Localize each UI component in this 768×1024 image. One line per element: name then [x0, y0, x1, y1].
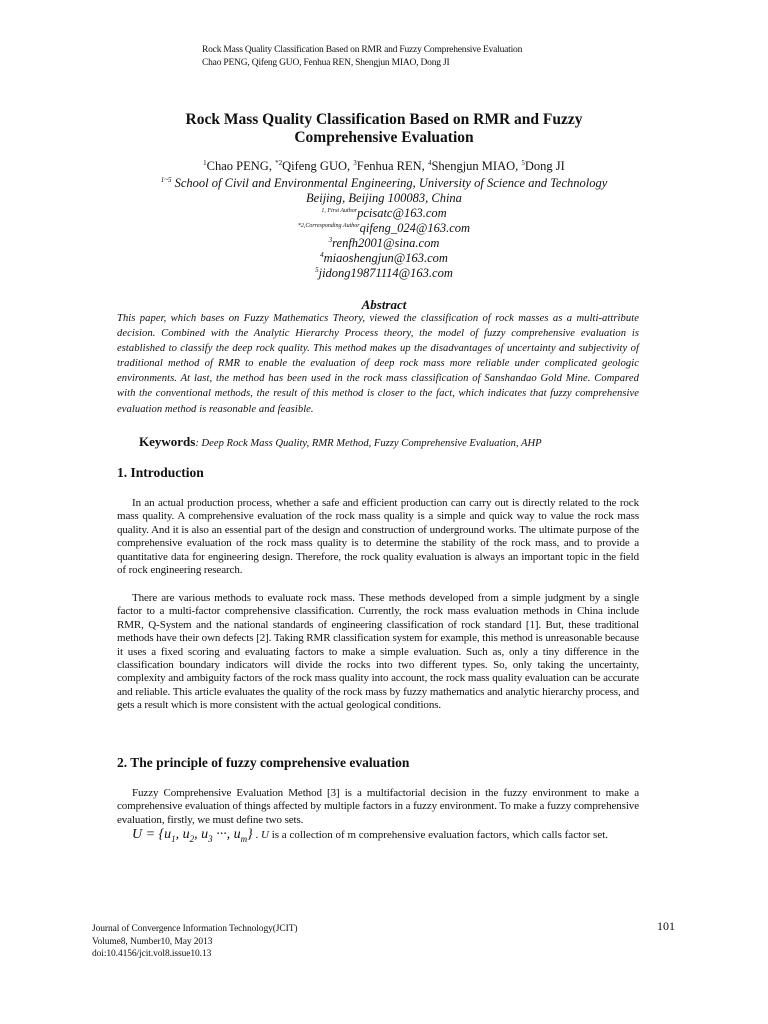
factor-set-formula: $U = \{u_1$, $u_2$, $u_3$ ···, $u_m$} — [132, 827, 253, 844]
email-address: pcisatc@163.com — [357, 206, 447, 220]
abstract-body: This paper, which bases on Fuzzy Mathematics Theory, viewed the classification of rock masses as a multi-attribute decision. Combined with the Analytic Hierarchy Process theory, the model of fuzzy comprehensive evaluation is established to classify the deep rock quality. This method makes up the disadvantages of uncertainty and subjectivity of traditional method of RMR to enable the evaluation of deep rock mass more reliable under complicated geologic environments. At last, the method has been used in the rock mass classification of Sanshandao Gold Mine. Compared with the conventional methods, the result of this method is closer to the fact, which indicates that fuzzy comprehensive evaluation method is reasonable and feasible. — [117, 313, 639, 415]
email-marker: 5 — [315, 266, 319, 274]
factor-set-definition: $U = \{u_1$, $u_2$, $u_3$ ···, $u_m$} . U is a collection of m comprehensive evaluation factors, which calls factor set. — [132, 827, 609, 844]
email-item — [100, 251, 668, 266]
author-2: Qifeng GUO, — [282, 159, 354, 173]
journal-name: Journal of Convergence Information Technology(JCIT) — [92, 924, 298, 934]
email-item — [100, 221, 668, 236]
affiliation-line-2: Beijing, Beijing 100083, China — [306, 191, 462, 205]
abstract-heading: Abstract — [361, 297, 407, 312]
section-1-heading: 1. Introduction — [117, 465, 204, 480]
section-2-paragraph-1: Fuzzy Comprehensive Evaluation Method [3] is a multifactorial decision in the fuzzy environment to make a comprehensive evaluation of things affected by multiple factors in a fuzzy environment. To make a fuzzy comprehensive evaluation, firstly, we must define two sets. — [117, 787, 639, 826]
journal-volume: Volume8, Number10, May 2013 — [92, 936, 213, 947]
email-item — [100, 236, 668, 251]
author-2-marker: *2 — [275, 159, 283, 167]
paper-title-line-2: Comprehensive Evaluation — [294, 129, 474, 146]
journal-doi: doi:10.4156/jcit.vol8.issue10.13 — [92, 949, 212, 959]
affiliation — [100, 176, 668, 206]
author-4: Shengjun MIAO, — [431, 159, 522, 173]
keywords — [139, 434, 659, 450]
author-1-marker: 1 — [203, 159, 207, 167]
email-address: renfh2001@sina.com — [332, 236, 440, 250]
section-2-heading: 2. The principle of fuzzy comprehensive evaluation — [117, 755, 410, 770]
factor-set-description: is a collection of m comprehensive evaluation factors, which calls factor set. — [268, 829, 609, 841]
page-number: 101 — [657, 919, 675, 933]
author-list — [100, 159, 668, 174]
running-header — [202, 44, 522, 70]
keywords-list: : Deep Rock Mass Quality, RMR Method, Fuzzy Comprehensive Evaluation, AHP — [195, 438, 542, 449]
author-5: Dong JI — [524, 159, 565, 173]
author-5-marker: 5 — [521, 159, 525, 167]
email-address: qifeng_024@163.com — [359, 221, 471, 235]
section-1-paragraph-2: There are various methods to evaluate rock mass. These methods developed from a simple judgment by a single factor to a multi-factor comprehensive classification. Currently, the rock mass evaluation methods in China include RMR, Q-System and the national standards of engineering classification of rock standard [1]. But, these traditional methods have their own defects [2]. Taking RMR classification system for example, this method is unreasonable because it uses a fixed scoring and evaluating factors to make a simple evaluation. Such as, only a tiny difference in the classification boundary indicators will divide the rocks into two different types. So, only taking the uncertainty, complexity and ambiguity factors of the rock mass quality into account, the rock mass quality evaluation can be accurate and reliable. This article evaluates the quality of the rock mass by fuzzy mathematics and analytic hierarchy process, and gets a result which is more consistent with the actual geological conditions. — [117, 592, 639, 712]
email-item — [100, 206, 668, 221]
email-marker: *2,Corresponding Author — [297, 223, 360, 229]
author-4-marker: 4 — [427, 159, 432, 167]
keywords-label: Keywords — [139, 434, 196, 449]
email-list — [100, 206, 668, 281]
author-3: Fenhua REN, — [356, 159, 428, 173]
running-header-authors: Chao PENG, Qifeng GUO, Fenhua REN, Shengjun MIAO, Dong JI — [202, 58, 450, 68]
running-header-title: Rock Mass Quality Classification Based on RMR and Fuzzy Comprehensive Evaluation — [202, 45, 523, 55]
email-marker: 4 — [320, 251, 324, 259]
email-marker: 1, First Author — [321, 208, 358, 214]
author-1: Chao PENG, — [206, 159, 276, 173]
affiliation-line-1: School of Civil and Environmental Engineering, University of Science and Technology — [171, 176, 608, 190]
email-address: jidong19871114@163.com — [318, 266, 453, 280]
email-address: miaoshengjun@163.com — [323, 251, 448, 265]
affiliation-marker: 1~5 — [160, 176, 172, 184]
paper-title-line-1: Rock Mass Quality Classification Based on RMR and Fuzzy — [185, 111, 583, 128]
section-1-paragraph-1: In an actual production process, whether a safe and efficient production can carry out is directly related to the rock mass quality. A comprehensive evaluation of the rock mass quality is a simple and quick way to value the rock mass quality. And it is also an essential part of the design and construction of underground works. The ultimate purpose of the comprehensive evaluation of the rock mass quality is to determine the stability of the rock mass, and to provide a quantitative data for engineering design. Therefore, the rock quality evaluation is always an important topic in the field of rock engineering research. — [117, 497, 639, 577]
journal-footer — [92, 923, 297, 961]
email-item — [100, 266, 668, 281]
paper-title — [120, 111, 648, 147]
author-3-marker: 3 — [353, 159, 357, 167]
email-marker: 3 — [328, 236, 333, 244]
